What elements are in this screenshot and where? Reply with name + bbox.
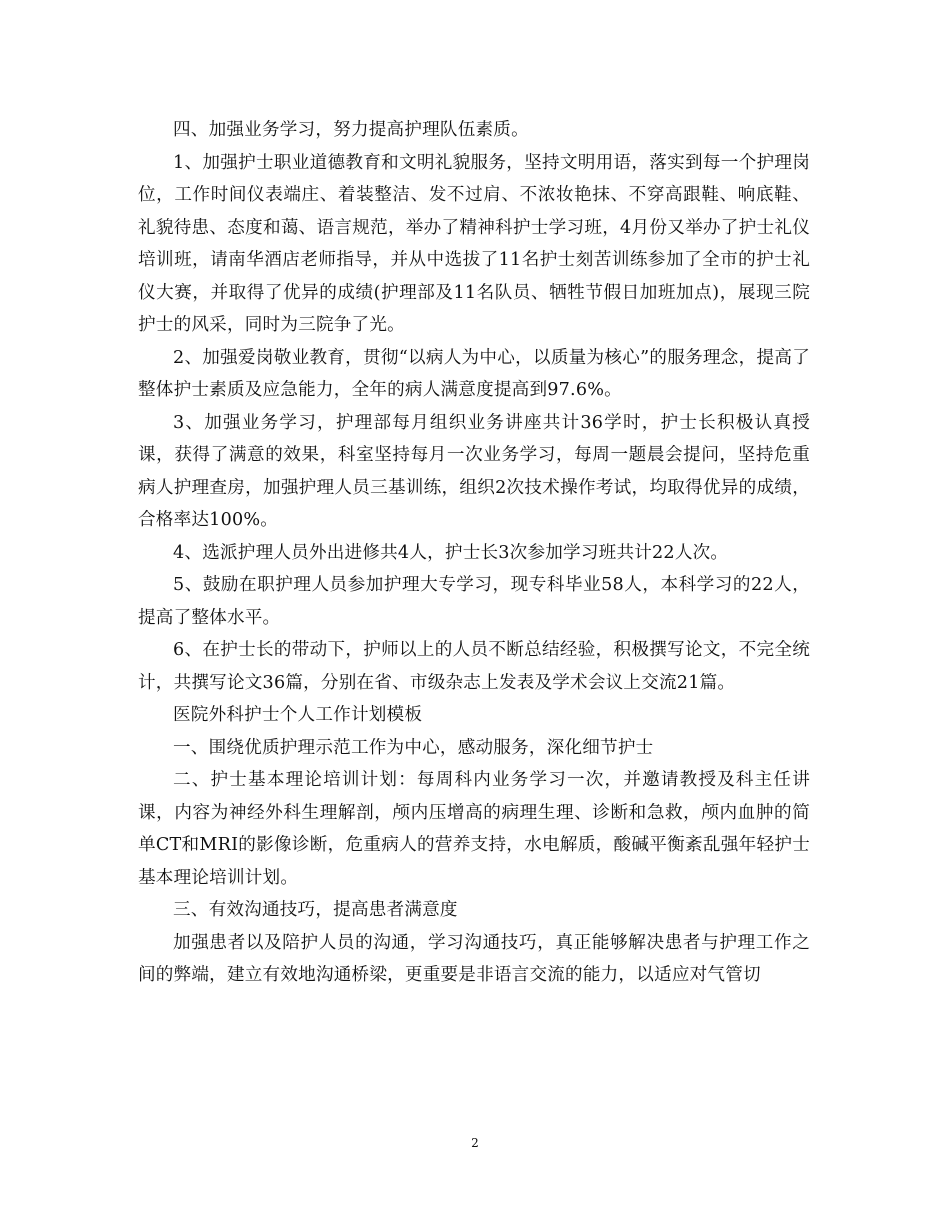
plan-heading-2: 二、护士基本理论培训计划：每周科内业务学习一次，并邀请教授及科主任讲课，内容为神经外科生理解剖，颅内压增高的病理生理、诊断和急救，颅内血肿的简单CT和MRI的影像诊断，危重病人的营养支持，水电解质，酸碱平衡紊乱强年轻护士基本理论培训计划。	[138, 770, 810, 888]
document-subtitle: 医院外科护士个人工作计划模板	[173, 705, 423, 725]
plan-paragraph: 加强患者以及陪护人员的沟通，学习沟通技巧，真正能够解决患者与护理工作之间的弊端，建立有效地沟通桥梁，更重要是非语言交流的能力，以适应对气管切	[138, 932, 810, 985]
plan-heading-1: 一、围绕优质护理示范工作为中心，感动服务，深化细节护士	[173, 737, 654, 758]
paragraph-item-1: 1、加强护士职业道德教育和文明礼貌服务，坚持文明用语，落实到每一个护理岗位，工作时间仪表端庄、着装整洁、发不过肩、不浓妆艳抹、不穿高跟鞋、响底鞋、礼貌待患、态度和蔼、语言规范，举办了精神科护士学习班，4月份又举办了护士礼仪培训班，请南华酒店老师指导，并从中选拔了11名护士刻苦训练参加了全市的护士礼仪大赛，并取得了优异的成绩(护理部及11名队员、牺牲节假日加班加点)，展现三院护士的风采，同时为三院争了光。	[138, 152, 810, 335]
page-body	[138, 114, 810, 992]
page-number: 2	[471, 1136, 479, 1150]
section-heading-4: 四、加强业务学习，努力提高护理队伍素质。	[173, 120, 529, 140]
paragraph-item-2: 2、加强爱岗敬业教育，贯彻“以病人为中心，以质量为核心”的服务理念，提高了整体护士素质及应急能力，全年的病人满意度提高到97.6%。	[138, 347, 810, 400]
paragraph-item-6: 6、在护士长的带动下，护师以上的人员不断总结经验，积极撰写论文，不完全统计，共撰写论文36篇，分别在省、市级杂志上发表及学术会议上交流21篇。	[138, 640, 810, 693]
paragraph-item-3: 3、加强业务学习，护理部每月组织业务讲座共计36学时，护士长积极认真授课，获得了满意的效果，科室坚持每月一次业务学习，每周一题晨会提问，坚持危重病人护理查房，加强护理人员三基训练，组织2次技术操作考试，均取得优异的成绩，合格率达100%。	[138, 412, 810, 530]
paragraph-item-5: 5、鼓励在职护理人员参加护理大专学习，现专科毕业58人，本科学习的22人，提高了整体水平。	[138, 575, 810, 628]
plan-heading-3: 三、有效沟通技巧，提高患者满意度	[173, 900, 458, 920]
paragraph-item-4: 4、选派护理人员外出进修共4人，护士长3次参加学习班共计22人次。	[173, 542, 729, 563]
